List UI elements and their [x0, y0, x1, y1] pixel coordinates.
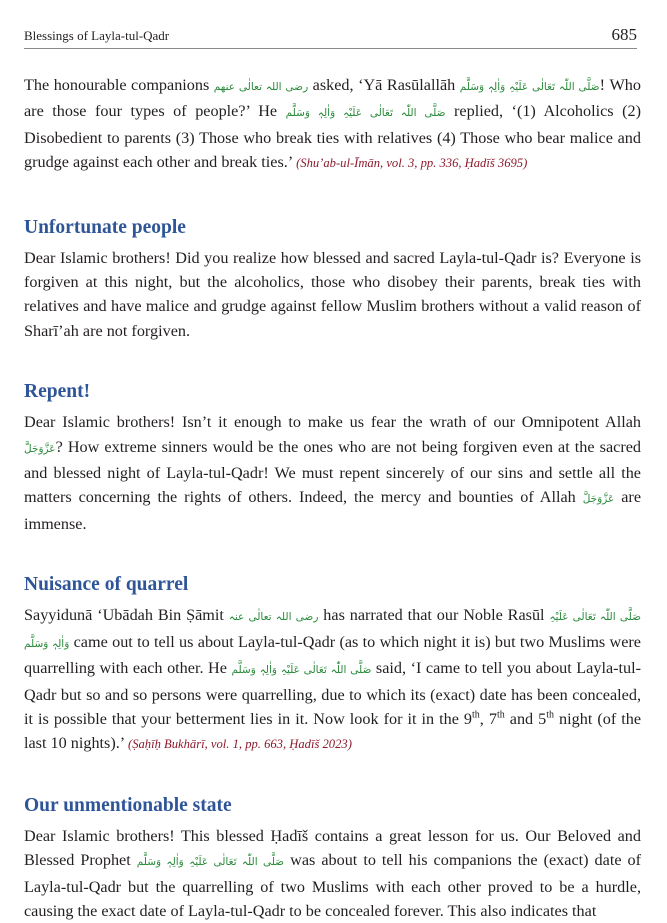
prophet-honorific: صَلَّی اللّٰہ تَعَالٰی عَلَیْہِ وَاٰلِہٖ وَسَلَّم: [24, 611, 641, 650]
text-run: asked, ‘Yā Rasūlallāh: [308, 76, 460, 94]
text-run: Dear Islamic brothers! Isn’t it enough to make us fear the wrath of our Omnipotent Allah: [24, 413, 641, 432]
page-number: 685: [611, 25, 637, 44]
our-unmentionable-state-paragraph: [24, 824, 641, 923]
companions-honorific: رضی اللہ تعالٰی عنھم: [213, 81, 309, 93]
ordinal-suffix: th: [496, 709, 505, 721]
section-heading-our-unmentionable-state: Our unmentionable state: [24, 794, 232, 816]
text-run: replied, ‘(1) Alcoholics (2) Disobedient to parents (3) Those who break ties with relatives (4) Those who bear malice and grudge against each other and break ties.’: [24, 102, 641, 172]
section-heading-nuisance-of-quarrel: Nuisance of quarrel: [24, 574, 189, 596]
running-header: [24, 22, 637, 49]
prophet-honorific: صَلَّی اللّٰہ تَعَالٰی عَلَیْہِ وَاٰلِہٖ وَسَلَّم: [231, 664, 372, 677]
text-run: , 7: [479, 709, 497, 728]
section-heading-repent: Repent!: [24, 381, 91, 403]
allah-honorific: عَزَّوَجَلَّ: [24, 442, 56, 455]
text-run: The honourable companions: [24, 76, 214, 94]
reference-citation: (Ṣaḥīḥ Bukhārī, vol. 1, pp. 663, Ḥadīš 2023): [128, 737, 352, 752]
text-run: came out to tell us about Layla-tul-Qadr (as to which night it is) but two Muslims were quarrelling with each other. He: [24, 632, 641, 678]
text-run: ! Who are those four types of people?’ He: [24, 76, 641, 121]
text-run: Sayyidunā ‘Ubādah Bin Ṣāmit: [24, 606, 229, 625]
text-run: Dear Islamic brothers! This blessed Ḥadīš contains a great lesson for us. Our Beloved and Blessed Prophet: [24, 826, 641, 870]
unfortunate-people-paragraph: Dear Islamic brothers! Did you realize how blessed and sacred Layla-tul-Qadr is? Everyone is forgiven at this night, but the alcoholics, those who disobey their parents, break ties with relatives and have malice and grudge against fellow Muslim brothers without a valid reason of Sharī’ah are not forgiven.: [24, 248, 641, 340]
text-run: said, ‘I came to tell you about Layla-tul-Qadr but so and so persons were quarrelling, due to which its (exact) date has been concealed, it is possible that your betterment lies in it. Now look for it in the 9: [24, 659, 642, 728]
text-run: night (of the last 10 nights).’: [24, 709, 642, 753]
ordinal-suffix: th: [546, 709, 555, 721]
text-run: has narrated that our Noble Rasūl: [318, 606, 550, 625]
allah-honorific: عَزَّوَجَلَّ: [582, 493, 615, 506]
prophet-honorific: صَلَّی اللّٰہ تَعَالٰی عَلَیْہِ وَاٰلِہٖ وَسَلَّم: [136, 856, 285, 869]
ordinal-suffix: th: [472, 709, 480, 721]
intro-paragraph: [24, 73, 641, 176]
repent-paragraph: [24, 410, 641, 536]
text-run: was about to tell his companions the (exact) date of Layla-tul-Qadr but the quarrelling of two Muslims with each other proved to be a hurdle, causing the exact date of Layla-tul-Qadr to be concealed forever. This also indicates that: [24, 851, 642, 920]
section-heading-unfortunate-people: Unfortunate people: [24, 216, 186, 238]
prophet-honorific: صَلَّی اللّٰہ تَعَالٰی عَلَیْہِ وَاٰلِہٖ وَسَلَّم: [285, 107, 446, 120]
text-run: are immense.: [24, 488, 642, 533]
nuisance-of-quarrel-paragraph: [24, 603, 641, 756]
text-run: and 5: [504, 709, 547, 728]
running-title: Blessings of Layla-tul-Qadr: [24, 28, 170, 43]
reference-citation: (Shu’ab-ul-Īmān, vol. 3, pp. 336, Ḥadīš 3695): [296, 156, 528, 171]
prophet-honorific: صَلَّی اللّٰہ تَعَالٰی عَلَیْہِ وَاٰلِہٖ وَسَلَّم: [459, 81, 600, 93]
sahabi-honorific: رضی اللہ تعالٰی عنہ: [228, 611, 319, 624]
page-body: [24, 66, 641, 923]
text-run: ? How extreme sinners would be the ones who are not being forgiven even at the sacred and blessed night of Layla-tul-Qadr! We must repent sincerely of our sins and settle all the matters concerning the rights of others. Indeed, the mercy and bounties of Allah: [24, 437, 641, 507]
